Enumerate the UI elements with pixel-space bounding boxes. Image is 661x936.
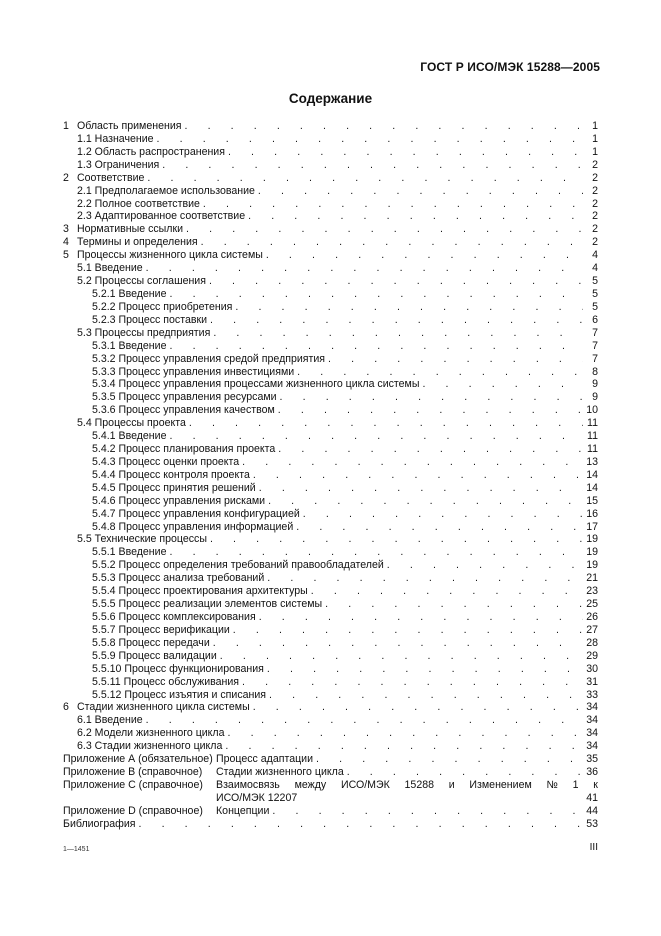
dot-leader <box>209 275 583 288</box>
dot-leader <box>267 663 583 676</box>
page-number: 10 <box>586 404 598 417</box>
dot-leader <box>201 236 583 249</box>
dot-leader <box>248 210 583 223</box>
entry-title: 5.4.2 Процесс планирования проекта <box>92 443 276 456</box>
appendix-title-word: Взаимосвязь <box>216 779 280 792</box>
entry-title: 5.4.6 Процесс управления рисками <box>92 494 266 507</box>
entry-title: Процессы жизненного цикла системы <box>77 249 263 262</box>
toc-entry[interactable] <box>63 198 598 211</box>
entry-title: 5.5.2 Процесс определения требований правообладателей <box>92 559 384 572</box>
toc-entry[interactable] <box>63 650 598 663</box>
toc-entry[interactable] <box>63 443 598 456</box>
appendix-b-entry[interactable] <box>63 766 598 779</box>
page-number: 25 <box>586 598 598 611</box>
bibliography-title: Библиография <box>63 817 136 830</box>
page-number: 11 <box>587 443 598 456</box>
entry-title: 5.5.12 Процесс изъятия и списания <box>92 688 267 701</box>
toc-entry[interactable] <box>63 572 598 585</box>
toc-entry[interactable] <box>63 223 598 236</box>
entry-title: 5.3.4 Процесс управления процессами жизненного цикла системы <box>92 378 420 391</box>
toc-entry[interactable] <box>63 727 598 740</box>
entry-title: 5.5.6 Процесс комплексирования <box>92 611 256 624</box>
dot-leader <box>210 314 583 327</box>
page-number: 29 <box>586 649 598 662</box>
section-number: 4 <box>63 236 69 249</box>
dot-leader <box>258 185 583 198</box>
page-number: 2 <box>592 210 598 223</box>
entry-title: 1.1 Назначение <box>77 132 154 145</box>
toc-entry[interactable] <box>63 146 598 159</box>
appendix-title: Стадии жизненного цикла <box>216 766 344 779</box>
dot-leader <box>242 456 583 469</box>
appendix-title-word: 1 <box>572 779 579 792</box>
dot-leader <box>210 534 583 547</box>
entry-title: 5.4.1 Введение <box>92 430 167 443</box>
entry-title: 5.5.9 Процесс валидации <box>92 649 217 662</box>
toc-entry[interactable] <box>63 378 598 391</box>
toc-entry[interactable] <box>63 689 598 702</box>
page-number: 21 <box>586 572 598 585</box>
dot-leader <box>228 146 583 159</box>
page-number: 36 <box>586 766 598 779</box>
entry-title: 5.4.7 Процесс управления конфигурацией <box>92 507 300 520</box>
dot-leader <box>272 805 583 818</box>
entry-title: 5.5.7 Процесс верификации <box>92 623 230 636</box>
page-number: 1 <box>592 145 598 158</box>
dot-leader <box>328 353 583 366</box>
dot-leader <box>316 753 583 766</box>
entry-title: 5.2.1 Введение <box>92 287 167 300</box>
page-number: 9 <box>592 391 598 404</box>
appendix-title-block <box>216 779 598 805</box>
dot-leader <box>184 120 583 133</box>
page-number: 30 <box>586 662 598 675</box>
page-number: 35 <box>586 753 598 766</box>
entry-title: 5.5.4 Процесс проектирования архитектуры <box>92 585 308 598</box>
page-number-roman: III <box>589 842 598 853</box>
entry-title: 5.3.3 Процесс управления инвестициями <box>92 365 295 378</box>
sheet-mark: 1—1451 <box>63 846 90 853</box>
appendix-c-entry[interactable] <box>63 779 598 805</box>
entry-title: 5.3.2 Процесс управления средой предприятия <box>92 352 326 365</box>
appendix-title-word: Изменением <box>469 779 532 792</box>
page-number: 44 <box>586 804 598 817</box>
entry-title: 5.5.5 Процесс реализации элементов системы <box>92 598 323 611</box>
page-number: 23 <box>586 585 598 598</box>
dot-leader <box>169 430 583 443</box>
entry-title: 2.2 Полное соответствие <box>77 197 200 210</box>
dot-leader <box>278 443 583 456</box>
dot-leader <box>146 714 583 727</box>
dot-leader <box>303 508 583 521</box>
page-number: 17 <box>586 520 598 533</box>
toc-entry[interactable] <box>63 534 598 547</box>
toc-entry[interactable] <box>63 585 598 598</box>
appendix-title-line-2 <box>216 792 598 805</box>
page-number: 2 <box>592 223 598 236</box>
page-number: 31 <box>586 675 598 688</box>
dot-leader <box>235 301 583 314</box>
toc-entry[interactable] <box>63 133 598 146</box>
entry-title: 5.4.5 Процесс принятия решений <box>92 481 256 494</box>
toc-entry[interactable] <box>63 275 598 288</box>
page-number: 7 <box>592 352 598 365</box>
appendix-title-line-1 <box>216 779 598 792</box>
entry-title: Термины и определения <box>77 236 198 249</box>
entry-title: Стадии жизненного цикла системы <box>77 701 250 714</box>
toc-entry[interactable] <box>63 404 598 417</box>
entry-title: 5.4.3 Процесс оценки проекта <box>92 455 240 468</box>
dot-leader <box>268 495 583 508</box>
dot-leader <box>311 585 583 598</box>
dot-leader <box>347 766 583 779</box>
toc-entry[interactable] <box>63 185 598 198</box>
section-number: 1 <box>63 120 69 132</box>
dot-leader <box>203 198 583 211</box>
toc-entry[interactable] <box>63 701 598 714</box>
toc-entry[interactable] <box>63 624 598 637</box>
toc-entry[interactable] <box>63 714 598 727</box>
page-number: 11 <box>587 430 598 443</box>
dot-leader <box>422 378 583 391</box>
page-number: 4 <box>592 249 598 262</box>
page-number: 14 <box>586 481 598 494</box>
entry-title: 5.3.5 Процесс управления ресурсами <box>92 391 277 404</box>
dot-leader <box>253 469 583 482</box>
page-number: 15 <box>586 494 598 507</box>
appendix-title-word: ИСО/МЭК <box>340 779 390 792</box>
page-number: 27 <box>586 623 598 636</box>
page-number: 16 <box>586 507 598 520</box>
toc-entry[interactable] <box>63 456 598 469</box>
appendix-label: Приложение А (обязательное) <box>63 753 213 766</box>
page-number: 2 <box>592 236 598 249</box>
toc-entry[interactable] <box>63 637 598 650</box>
entry-title: 5.5.10 Процесс функционирования <box>92 662 264 675</box>
dot-leader <box>169 340 583 353</box>
page-number: 34 <box>586 740 598 753</box>
page-number: 4 <box>592 262 598 275</box>
dot-leader <box>267 572 583 585</box>
dot-leader <box>297 366 583 379</box>
dot-leader <box>169 546 583 559</box>
entry-title: 5.4.4 Процесс контроля проекта <box>92 468 250 481</box>
page-number: 1 <box>592 120 598 132</box>
page-number: 5 <box>592 275 598 288</box>
dot-leader <box>269 689 583 702</box>
appendix-label: Приложение В (справочное) <box>63 766 203 779</box>
toc-entry[interactable] <box>63 159 598 172</box>
appendix-title-word: к <box>593 779 598 792</box>
appendix-title: Концепции <box>216 804 270 817</box>
entry-title: 1.3 Ограничения <box>77 158 160 171</box>
dot-leader <box>280 391 583 404</box>
entry-title: Нормативные ссылки <box>77 223 184 236</box>
dot-leader <box>233 624 583 637</box>
entry-title: 5.3.1 Введение <box>92 339 167 352</box>
dot-leader <box>157 133 583 146</box>
page-number: 1 <box>592 132 598 145</box>
entry-title: 5.5.8 Процесс передачи <box>92 636 210 649</box>
toc-entry[interactable] <box>63 676 598 689</box>
standard-designation: ГОСТ Р ИСО/МЭК 15288—2005 <box>420 60 600 74</box>
dot-leader <box>138 818 583 831</box>
toc-entry[interactable] <box>63 210 598 223</box>
entry-title: 6.2 Модели жизненного цикла <box>77 727 225 740</box>
dot-leader <box>169 288 583 301</box>
page-number: 5 <box>592 287 598 300</box>
appendix-title-word: и <box>448 779 455 792</box>
toc-entry[interactable] <box>63 417 598 430</box>
entry-title: 6.1 Введение <box>77 714 143 727</box>
page-number: 33 <box>586 688 598 701</box>
toc-entry[interactable] <box>63 495 598 508</box>
entry-title: 5.2 Процессы соглашения <box>77 275 206 288</box>
toc-entry[interactable] <box>63 172 598 185</box>
dot-leader <box>220 650 583 663</box>
entry-title: Соответствие <box>77 171 145 184</box>
page-number: 2 <box>592 158 598 171</box>
entry-title: 5.5.11 Процесс обслуживания <box>92 675 240 688</box>
dot-leader <box>242 676 583 689</box>
appendix-title-word: 15288 <box>404 779 434 792</box>
entry-title: Область применения <box>77 120 182 132</box>
dot-leader <box>146 262 583 275</box>
appendix-label: Приложение С (справочное) <box>63 779 203 792</box>
toc-entry[interactable] <box>63 663 598 676</box>
dot-leader <box>186 223 583 236</box>
page-number: 53 <box>586 817 598 830</box>
dot-leader <box>147 172 583 185</box>
toc-entry[interactable] <box>63 508 598 521</box>
toc-entry[interactable] <box>63 559 598 572</box>
entry-title: 5.5 Технические процессы <box>77 533 207 546</box>
entry-title: 5.2.2 Процесс приобретения <box>92 300 233 313</box>
entry-title: 5.1 Введение <box>77 262 143 275</box>
dot-leader <box>213 637 583 650</box>
dot-leader <box>213 327 583 340</box>
entry-title: 5.4 Процессы проекта <box>77 417 186 430</box>
toc-entry[interactable] <box>63 353 598 366</box>
entry-title: 5.5.3 Процесс анализа требований <box>92 572 265 585</box>
toc-entry[interactable] <box>63 314 598 327</box>
dot-leader <box>162 159 583 172</box>
dot-leader <box>228 727 583 740</box>
toc-entry[interactable] <box>63 546 598 559</box>
toc-entry[interactable] <box>63 521 598 534</box>
page-number: 34 <box>586 701 598 714</box>
entry-title: 5.3 Процессы предприятия <box>77 326 211 339</box>
toc-entry[interactable] <box>63 611 598 624</box>
section-number: 3 <box>63 223 69 236</box>
entry-title: 5.2.3 Процесс поставки <box>92 313 208 326</box>
dot-leader <box>266 249 583 262</box>
toc-entry[interactable] <box>63 327 598 340</box>
page-number: 5 <box>592 300 598 313</box>
toc-entry[interactable] <box>63 366 598 379</box>
dot-leader <box>387 559 583 572</box>
page-number: 34 <box>586 714 598 727</box>
appendix-title: Процесс адаптации <box>216 753 314 766</box>
page-number: 6 <box>592 313 598 326</box>
page-number: 26 <box>586 611 598 624</box>
page-number: 9 <box>592 378 598 391</box>
page-number: 19 <box>586 546 598 559</box>
toc-entry[interactable] <box>63 249 598 262</box>
page-number: 2 <box>592 184 598 197</box>
entry-title: 5.3.6 Процесс управления качеством <box>92 404 275 417</box>
toc-entry[interactable] <box>63 430 598 443</box>
dot-leader <box>189 417 583 430</box>
page-number: 7 <box>592 326 598 339</box>
page-number: 28 <box>586 636 598 649</box>
toc-entry[interactable] <box>63 598 598 611</box>
toc-entry[interactable] <box>63 340 598 353</box>
page-number: 19 <box>586 559 598 572</box>
dot-leader <box>325 598 583 611</box>
appendix-a-entry[interactable] <box>63 753 598 766</box>
page-number: 2 <box>592 171 598 184</box>
entry-title: 5.4.8 Процесс управления информацией <box>92 520 294 533</box>
page-title: Содержание <box>288 91 373 106</box>
page-number: 11 <box>587 417 598 430</box>
toc-entry[interactable] <box>63 469 598 482</box>
toc-entry[interactable] <box>63 288 598 301</box>
entry-title: 6.3 Стадии жизненного цикла <box>77 740 223 753</box>
page-number: 8 <box>592 365 598 378</box>
toc-entry[interactable] <box>63 740 598 753</box>
entry-title: 5.5.1 Введение <box>92 546 167 559</box>
toc-entry[interactable] <box>63 120 598 133</box>
appendix-d-entry[interactable] <box>63 805 598 818</box>
section-number: 2 <box>63 171 69 184</box>
page-number: 13 <box>586 455 598 468</box>
page-number: 34 <box>586 727 598 740</box>
entry-title: 2.1 Предполагаемое использование <box>77 184 255 197</box>
table-of-contents <box>63 120 598 831</box>
section-number: 6 <box>63 701 69 714</box>
toc-entry[interactable] <box>63 482 598 495</box>
page-number: 41 <box>586 791 598 804</box>
dot-leader <box>278 404 583 417</box>
toc-entry[interactable] <box>63 262 598 275</box>
bibliography-entry[interactable] <box>63 818 598 831</box>
section-number: 5 <box>63 249 69 262</box>
toc-entry-list <box>63 120 598 753</box>
page-number: 19 <box>586 533 598 546</box>
dot-leader <box>253 701 583 714</box>
appendix-label: Приложение D (справочное) <box>63 804 203 817</box>
dot-leader <box>296 521 583 534</box>
toc-entry[interactable] <box>63 236 598 249</box>
toc-entry[interactable] <box>63 391 598 404</box>
page-number: 2 <box>592 197 598 210</box>
page-number: 7 <box>592 339 598 352</box>
appendix-title-word: между <box>294 779 327 792</box>
entry-title: 2.3 Адаптированное соответствие <box>77 210 246 223</box>
entry-title: 1.2 Область распространения <box>77 145 225 158</box>
dot-leader <box>225 740 583 753</box>
dot-leader <box>259 482 583 495</box>
appendix-title-word: № <box>546 779 558 792</box>
toc-entry[interactable] <box>63 301 598 314</box>
dot-leader <box>259 611 583 624</box>
page-number: 14 <box>586 468 598 481</box>
appendix-title-continuation: ИСО/МЭК 12207 <box>216 791 298 804</box>
